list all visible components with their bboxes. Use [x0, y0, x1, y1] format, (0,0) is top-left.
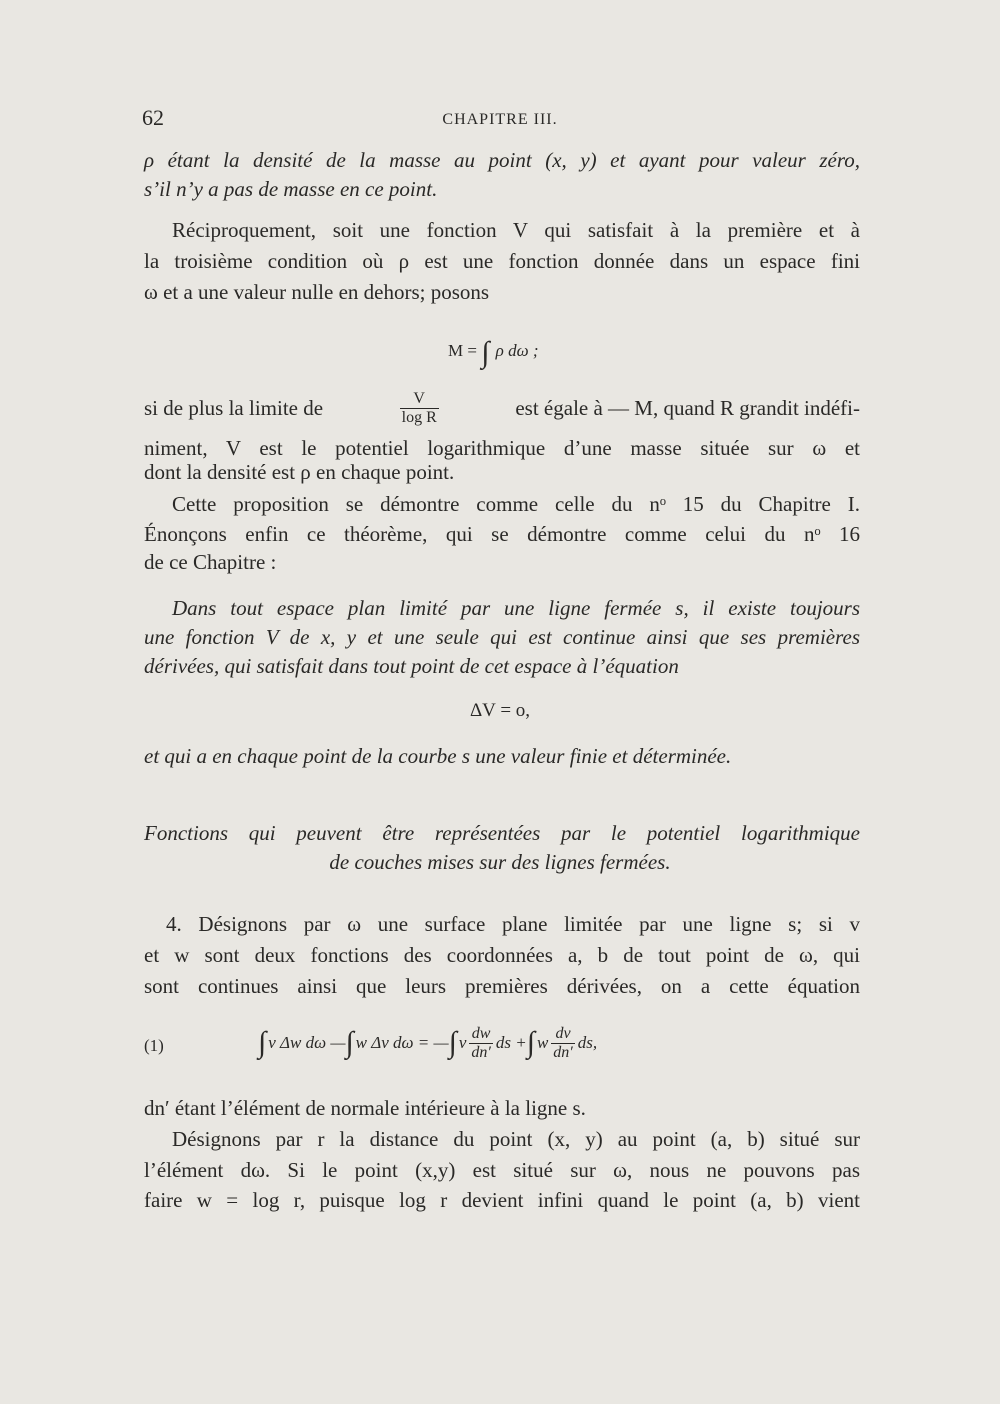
equation-1 [258, 1018, 597, 1068]
integral-sign: ∫ [448, 1026, 457, 1059]
text-line: de ce Chapitre : [144, 550, 277, 574]
equation-label: (1) [144, 1036, 164, 1055]
text-line: dn′ étant l’élément de normale intérieure à la ligne s. [144, 1096, 586, 1120]
theorem-line: dérivées, qui satisfait dans tout point de cet espace à l’équation [144, 654, 679, 678]
running-title: CHAPITRE III. [442, 111, 558, 128]
integral-sign: ∫ [481, 336, 490, 369]
text-line [144, 388, 860, 428]
fraction-denominator: dn′ [553, 1043, 573, 1061]
eq-term: w Δv dω = — [355, 1033, 449, 1052]
text-line: Désignons par r la distance du point (x, y) au point (a, b) situé sur [172, 1127, 860, 1151]
fraction [469, 1025, 493, 1062]
text-line: Réciproquement, soit une fonction V qui satisfait à la première et à [172, 218, 860, 242]
theorem-line: une fonction V de x, y et une seule qui est continue ainsi que ses premières [144, 625, 860, 649]
section-title: de couches mises sur des lignes fermées. [329, 850, 671, 874]
fraction [551, 1025, 575, 1062]
integral-sign: ∫ [258, 1026, 267, 1059]
text-line: niment, V est le potentiel logarithmique d’une masse située sur ω et [144, 436, 860, 460]
fraction-numerator: dv [551, 1025, 575, 1044]
text-line: ρ étant la densité de la masse au point (x, y) et ayant pour valeur zéro, [144, 148, 860, 172]
theorem-line: Dans tout espace plan limité par une ligne fermée s, il existe toujours [172, 596, 860, 620]
eq-term: ρ dω ; [491, 341, 539, 360]
eq-term: M = [448, 341, 482, 360]
text-line: Énonçons enfin ce théorème, qui se démontre comme celui du nᵒ 16 [144, 522, 860, 546]
equation-m [448, 335, 539, 367]
text-line: Cette proposition se démontre comme celle du nᵒ 15 du Chapitre I. [172, 492, 860, 516]
fraction-numerator: V [400, 390, 439, 409]
page-number: 62 [142, 105, 164, 130]
fraction-denominator: log R [401, 408, 437, 426]
fraction-numerator: dw [469, 1025, 493, 1044]
integral-sign: ∫ [345, 1026, 354, 1059]
fraction [400, 390, 439, 427]
eq-term: ds + [495, 1033, 527, 1052]
text-line: et w sont deux fonctions des coordonnées a, b de tout point de ω, qui [144, 943, 860, 967]
eq-term: ds, [577, 1033, 598, 1052]
text-line: la troisième condition où ρ est une fonction donnée dans un espace fini [144, 249, 860, 273]
theorem-line: et qui a en chaque point de la courbe s une valeur finie et déterminée. [144, 744, 732, 768]
text-line: s’il n’y a pas de masse en ce point. [144, 177, 438, 201]
text-fragment: si de plus la limite de [144, 396, 324, 420]
eq-term: w [536, 1033, 549, 1052]
fraction-denominator: dn′ [471, 1043, 491, 1061]
section-title: Fonctions qui peuvent être représentées par le potentiel logarithmique [144, 821, 860, 845]
text-fragment: est égale à — M, quand R grandit indéfi- [515, 396, 860, 420]
text-line: l’élément dω. Si le point (x,y) est situé sur ω, nous ne pouvons pas [144, 1158, 860, 1182]
eq-term: v Δw dω — [268, 1033, 346, 1052]
text-line: ω et a une valeur nulle en dehors; posons [144, 280, 490, 304]
eq-term: v [458, 1033, 467, 1052]
text-line: sont continues ainsi que leurs premières dérivées, on a cette équation [144, 974, 860, 998]
integral-sign: ∫ [526, 1026, 535, 1059]
text-line: faire w = log r, puisque log r devient infini quand le point (a, b) vient [144, 1188, 860, 1212]
text-line: 4. Désignons par ω une surface plane limitée par une ligne s; si v [166, 912, 860, 936]
text-line: dont la densité est ρ en chaque point. [144, 460, 455, 484]
equation-laplace: ΔV = o, [469, 700, 531, 721]
